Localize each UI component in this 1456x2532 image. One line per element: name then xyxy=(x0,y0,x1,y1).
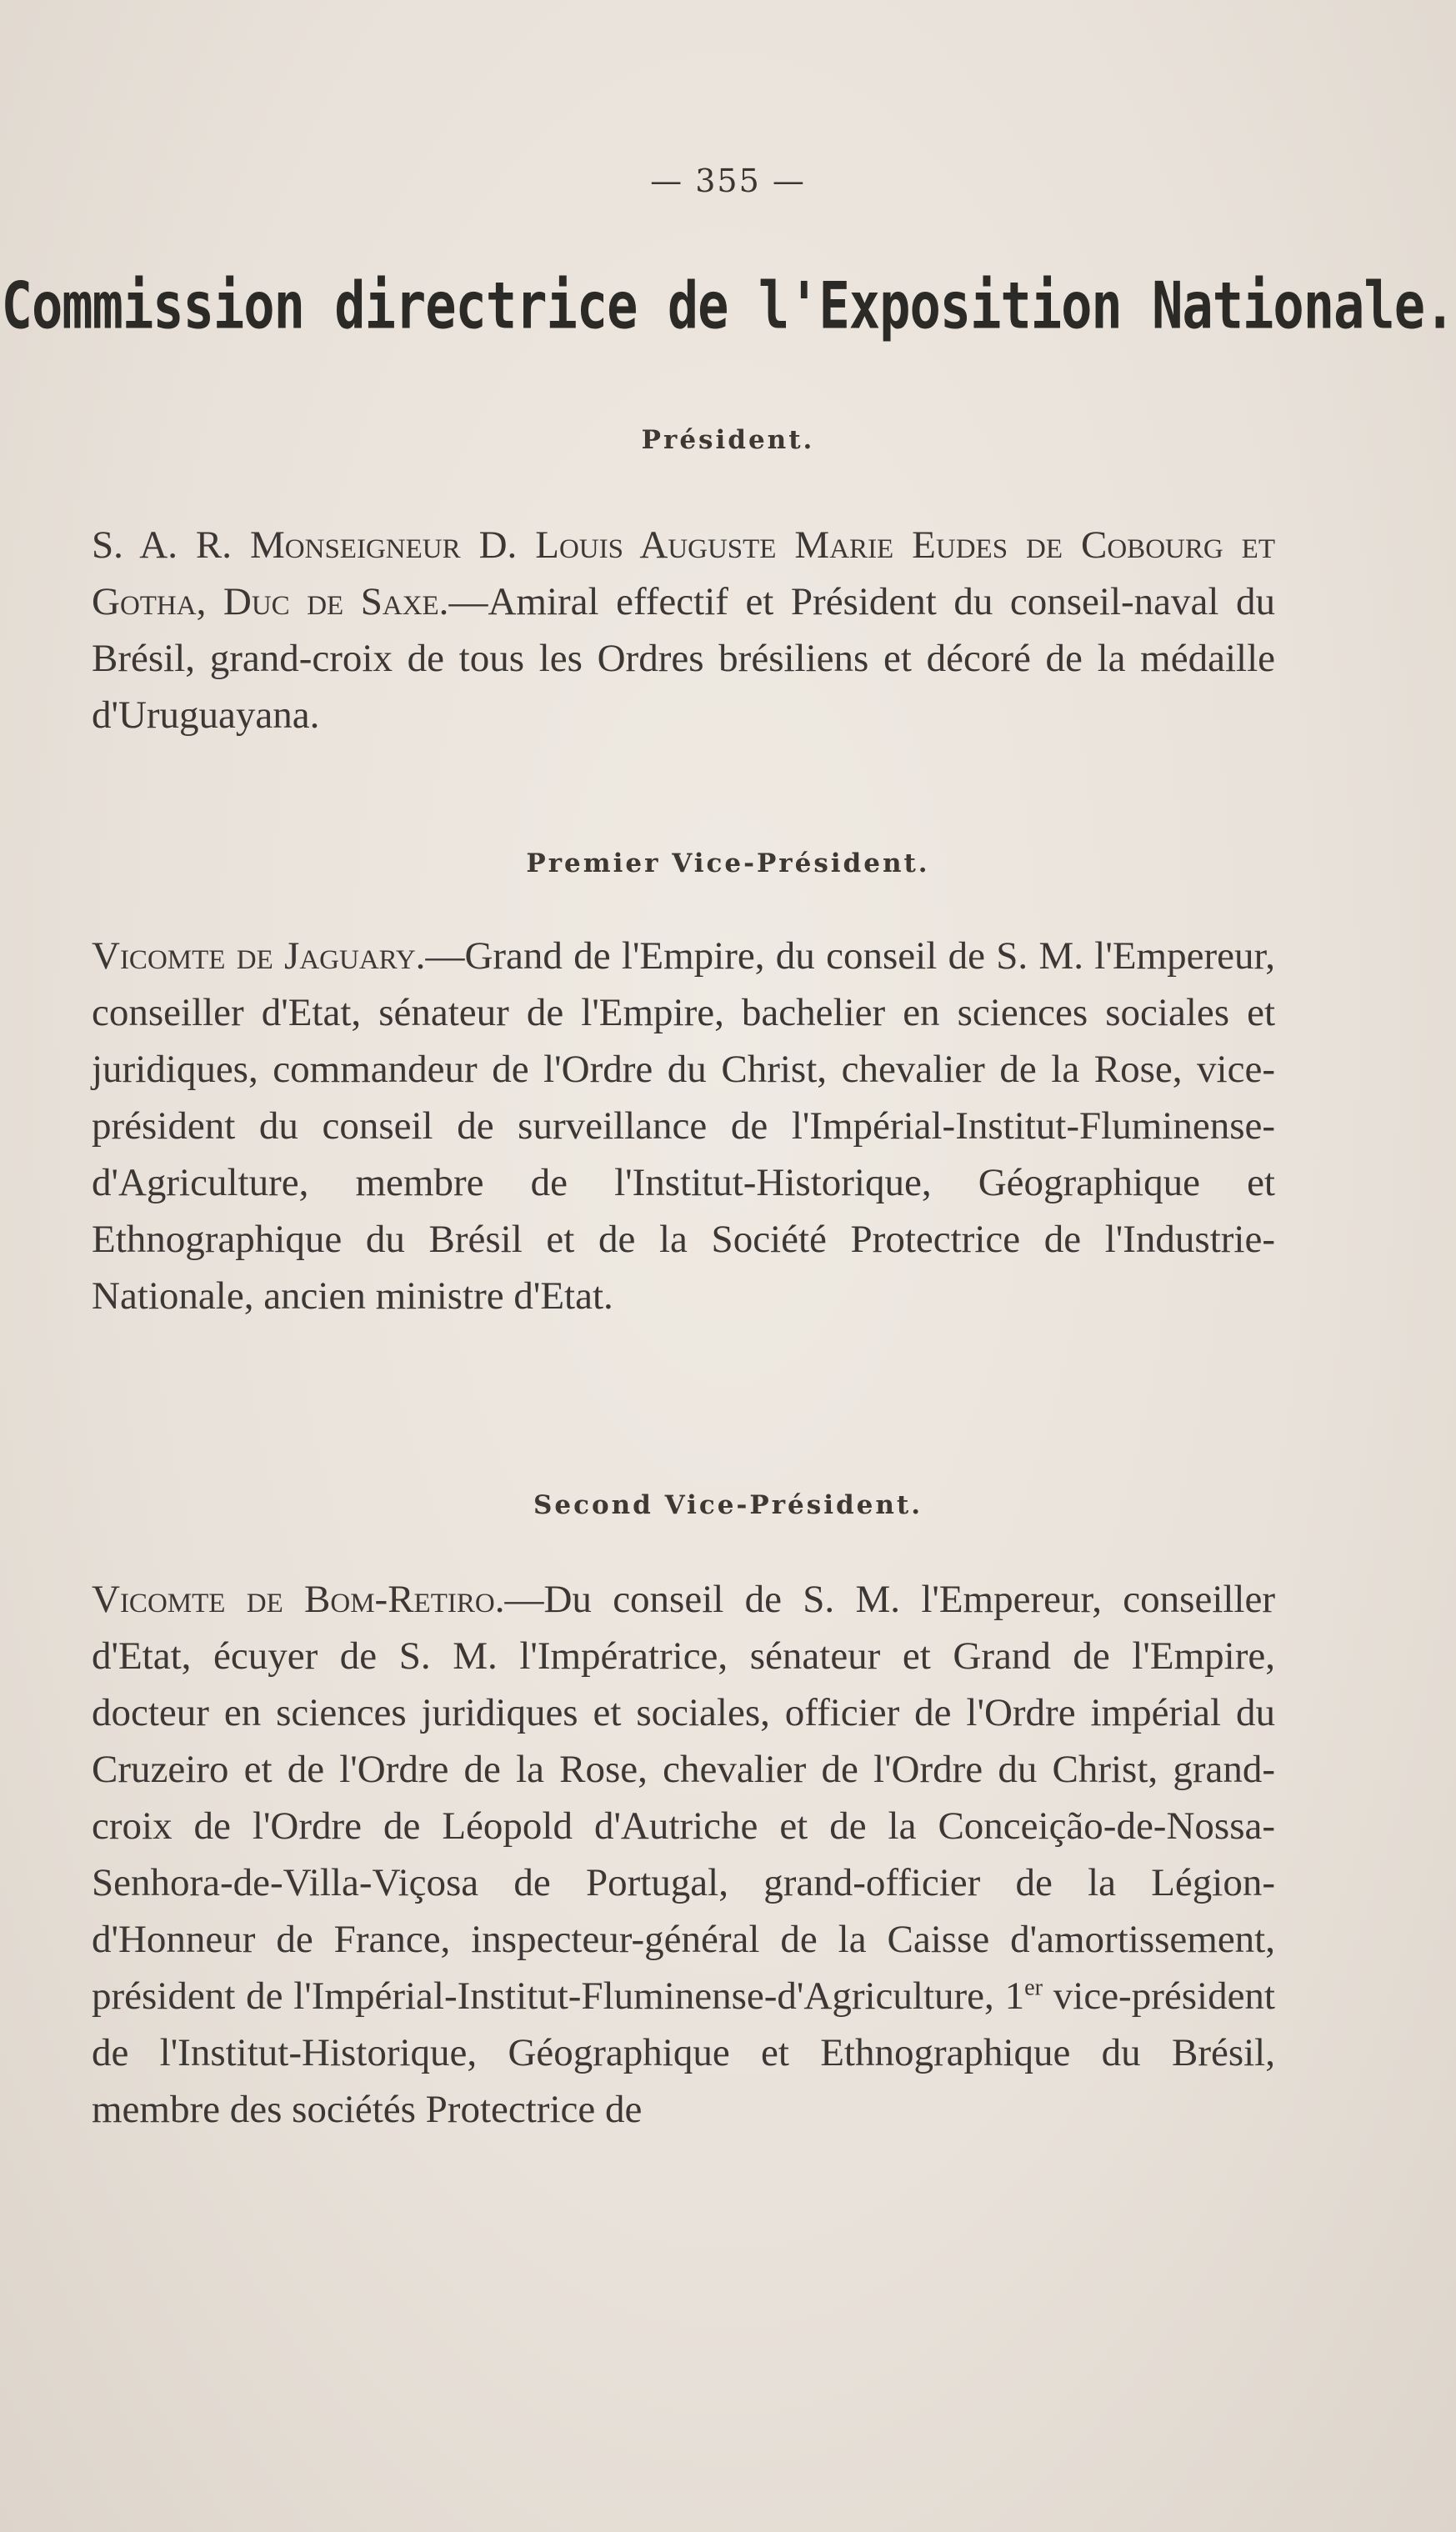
paragraph-president xyxy=(92,517,1275,743)
paragraph-first-vice-president xyxy=(92,928,1275,1324)
section-heading-first-vice-president: Premier Vice-Président. xyxy=(526,848,930,878)
second-vice-president-description-cont: vice-président de l'Institut-Historique, Géographique et Ethnographique du Brésil, membre des sociétés Protectrice de xyxy=(92,1974,1275,2131)
section-heading-second-vice-president: Second Vice-Président. xyxy=(533,1490,923,1520)
paragraph-second-vice-president xyxy=(92,1571,1275,2138)
first-vice-president-name: Vicomte de Jaguary. xyxy=(92,934,426,978)
second-vice-president-name: Vicomte de Bom-Retiro. xyxy=(92,1578,505,1621)
page-number: — 355 — xyxy=(650,163,806,199)
section-heading-president: Président. xyxy=(641,425,815,455)
second-vice-president-description: —Du conseil de S. M. l'Empereur, conseiller d'Etat, écuyer de S. M. l'Impératrice, sénateur et Grand de l'Empire, docteur en sciences juridiques et sociales, officier de l'Ordre impérial du Cruzeiro et de l'Ordre de la Rose, chevalier de l'Ordre du Christ, grand-croix de l'Ordre de Léopold d'Autriche et de la Conceição-de-Nossa-Senhora-de-Villa-Viçosa de Portugal, grand-officier de la Légion-d'Honneur de France, inspecteur-général de la Caisse d'amortissement, président de l'Impérial-Institut-Fluminense-d'Agriculture, 1 xyxy=(92,1578,1276,2018)
first-vice-president-description: —Grand de l'Empire, du conseil de S. M. l'Empereur, conseiller d'Etat, sénateur de l'Empire, bachelier en sciences sociales et juridiques, commandeur de l'Ordre du Christ, chevalier de la Rose, vice-président du conseil de surveillance de l'Impérial-Institut-Fluminense-d'Agriculture, membre de l'Institut-Historique, Géographique et Ethnographique du Brésil et de la Société Protectrice de l'Industrie-Nationale, ancien ministre d'Etat. xyxy=(92,934,1275,1318)
president-description: —Amiral effectif et Président du conseil-naval du Brésil, grand-croix de tous les Ordres brésiliens et décoré de la médaille d'Uruguayana. xyxy=(92,580,1275,737)
ordinal-superscript: er xyxy=(1024,1974,1043,2001)
president-name: S. A. R. Monseigneur D. Louis Auguste Marie Eudes de Cobourg et Gotha, Duc de Saxe. xyxy=(92,523,1275,623)
page-title: Commission directrice de l'Exposition Nationale. xyxy=(1,267,1455,344)
